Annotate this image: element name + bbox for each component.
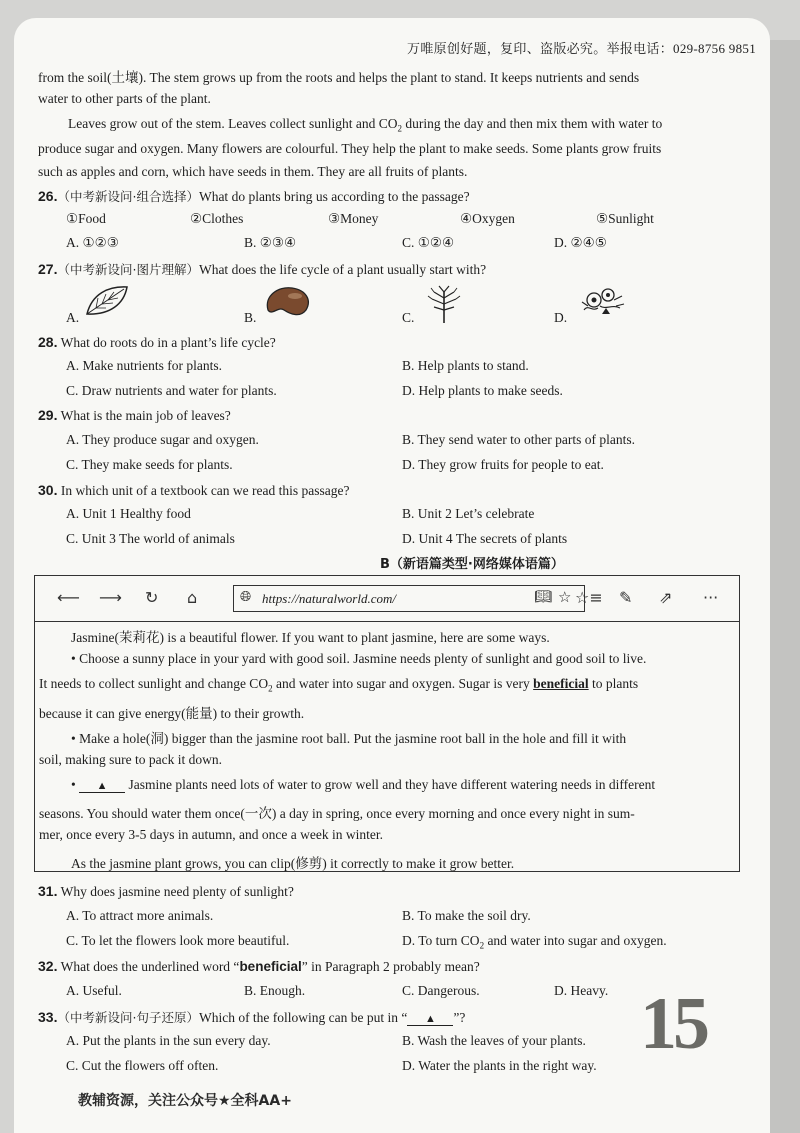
flower-icon [578, 284, 626, 320]
option-c[interactable]: C. To let the flowers look more beautiful. [66, 933, 290, 948]
browser-para: mer, once every 3-5 days in autumn, and once a week in winter. [39, 827, 383, 842]
reader-book-icon[interactable]: 📖︎ [534, 589, 552, 605]
browser-para: soil, making sure to pack it down. [39, 752, 222, 767]
browser-para: • Choose a sunny place in your yard with good soil. Jasmine needs plenty of sunlight and good soil to live. [71, 651, 647, 666]
option-d[interactable]: D. ②④⑤ [554, 235, 607, 250]
option-b[interactable]: B. To make the soil dry. [402, 908, 531, 923]
option-d[interactable]: D. Help plants to make seeds. [402, 383, 563, 398]
browser-para: • Make a hole(洞) bigger than the jasmine root ball. Put the jasmine root ball in the hole and fill it with [71, 731, 627, 746]
passage-line: such as apples and corn, which have seeds in them. They are all fruits of plants. [38, 164, 468, 179]
passage-line: from the soil(土壤). The stem grows up from the roots and helps the plant to stand. It keeps nutrients and sends [38, 70, 640, 85]
option-a[interactable]: A. They produce sugar and oxygen. [66, 432, 259, 447]
favorites-list-icon[interactable]: ☆≡ [575, 588, 603, 607]
option-c[interactable]: C. Dangerous. [402, 983, 480, 998]
page-number: 15 [640, 983, 706, 1065]
option-a[interactable]: A. Useful. [66, 983, 122, 998]
refresh-icon[interactable]: ↻ [145, 588, 159, 607]
question-28: 28. What do roots do in a plant’s life cycle? [38, 334, 276, 350]
home-icon[interactable]: ⌂ [187, 588, 198, 607]
item-1: ①Food [66, 211, 106, 226]
question-27: 27.（中考新设问·图片理解）What does the life cycle of a plant usually start with? [38, 261, 487, 277]
question-29: 29. What is the main job of leaves? [38, 407, 231, 423]
footer-watermark: 教辅资源，关注公众号★全科AA+ [78, 1093, 292, 1109]
browser-para: seasons. You should water them once(一次) a day in spring, once every morning and once every night in sum- [39, 806, 635, 821]
favorite-star-icon[interactable]: ☆ [558, 588, 572, 606]
option-d[interactable]: D. Heavy. [554, 983, 609, 998]
option-d[interactable]: D. Unit 4 The secrets of plants [402, 531, 568, 546]
question-30: 30. In which unit of a textbook can we read this passage? [38, 482, 350, 498]
item-3: ③Money [328, 211, 379, 226]
option-b[interactable]: B. Help plants to stand. [402, 358, 529, 373]
item-5: ⑤Sunlight [596, 211, 654, 226]
seed-icon [262, 284, 312, 320]
section-b-title: B（新语篇类型·网络媒体语篇） [380, 557, 564, 572]
option-d[interactable]: D. To turn $CO_2$ and water into sugar and oxygen. [402, 933, 667, 951]
item-2: ②Clothes [190, 211, 244, 226]
passage-line: Leaves grow out of the stem. Leaves collect sunlight and $CO_2$ during the day and then mix them with water to [68, 116, 663, 134]
question-32: 32. What does the underlined word “beneficial” in Paragraph 2 probably mean? [38, 958, 480, 974]
option-b[interactable]: B. [244, 310, 257, 325]
option-c[interactable]: C. Unit 3 The world of animals [66, 531, 235, 546]
underlined-word: beneficial [533, 676, 589, 691]
browser-para: • ▲ Jasmine plants need lots of water to grow well and they have different watering needs in different [71, 777, 656, 792]
question-33: 33.（中考新设问·句子还原）Which of the following can be put in “ ▲ ”? [38, 1009, 466, 1025]
copyright-notice: 万唯原创好题，复印、盗版必究。举报电话：029-8756 9851 [407, 41, 756, 56]
item-4: ④Oxygen [460, 211, 515, 226]
url-text: https://naturalworld.com/ [262, 591, 396, 606]
option-a[interactable]: A. To attract more animals. [66, 908, 214, 923]
option-d[interactable]: D. They grow fruits for people to eat. [402, 457, 604, 472]
browser-para: because it can give energy(能量) to their growth. [39, 706, 305, 721]
option-b[interactable]: B. Unit 2 Let’s celebrate [402, 506, 535, 521]
share-icon[interactable]: ⇗ [659, 588, 673, 607]
page-shadow [770, 40, 800, 1133]
leaf-icon [84, 284, 130, 318]
option-c[interactable]: C. They make seeds for plants. [66, 457, 233, 472]
option-a[interactable]: A. Unit 1 Healthy food [66, 506, 191, 521]
browser-window [34, 575, 740, 872]
browser-para: As the jasmine plant grows, you can clip(修剪) it correctly to make it grow better. [71, 856, 515, 871]
more-icon[interactable]: ··· [703, 588, 719, 607]
option-d[interactable]: D. [554, 310, 568, 325]
question-31: 31. Why does jasmine need plenty of sunlight? [38, 883, 294, 899]
tree-icon [426, 284, 462, 324]
passage-line: water to other parts of the plant. [38, 91, 211, 106]
back-arrow-icon[interactable]: ⟵ [57, 588, 80, 607]
answer-blank: ▲ [79, 780, 125, 793]
passage-line: produce sugar and oxygen. Many flowers are colourful. They help the plant to make seeds. Some plants grow fruits [38, 141, 662, 156]
option-b[interactable]: B. They send water to other parts of plants. [402, 432, 635, 447]
browser-toolbar [35, 576, 739, 622]
answer-blank: ▲ [407, 1013, 453, 1026]
address-bar[interactable] [233, 585, 585, 612]
option-b[interactable]: B. ②③④ [244, 235, 297, 250]
option-a[interactable]: A. Make nutrients for plants. [66, 358, 222, 373]
option-a[interactable]: A. ①②③ [66, 235, 119, 250]
option-a[interactable]: A. [66, 310, 80, 325]
option-c[interactable]: C. ①②④ [402, 235, 455, 250]
option-d[interactable]: D. Water the plants in the right way. [402, 1058, 597, 1073]
option-a[interactable]: A. Put the plants in the sun every day. [66, 1033, 271, 1048]
option-b[interactable]: B. Enough. [244, 983, 306, 998]
option-c[interactable]: C. Draw nutrients and water for plants. [66, 383, 277, 398]
option-b[interactable]: B. Wash the leaves of your plants. [402, 1033, 586, 1048]
option-c[interactable]: C. [402, 310, 415, 325]
option-c[interactable]: C. Cut the flowers off often. [66, 1058, 219, 1073]
pen-icon[interactable]: ✎ [619, 588, 633, 607]
browser-para: It needs to collect sunlight and change $CO_2$ and water into sugar and oxygen. Sugar is very beneficial to plants [39, 676, 639, 694]
forward-arrow-icon[interactable]: ⟶ [99, 588, 122, 607]
question-26: 26.（中考新设问·组合选择）What do plants bring us according to the passage? [38, 188, 470, 204]
globe-icon: 🌐︎ [240, 589, 252, 605]
browser-para: Jasmine(茉莉花) is a beautiful flower. If you want to plant jasmine, here are some ways. [71, 630, 550, 645]
